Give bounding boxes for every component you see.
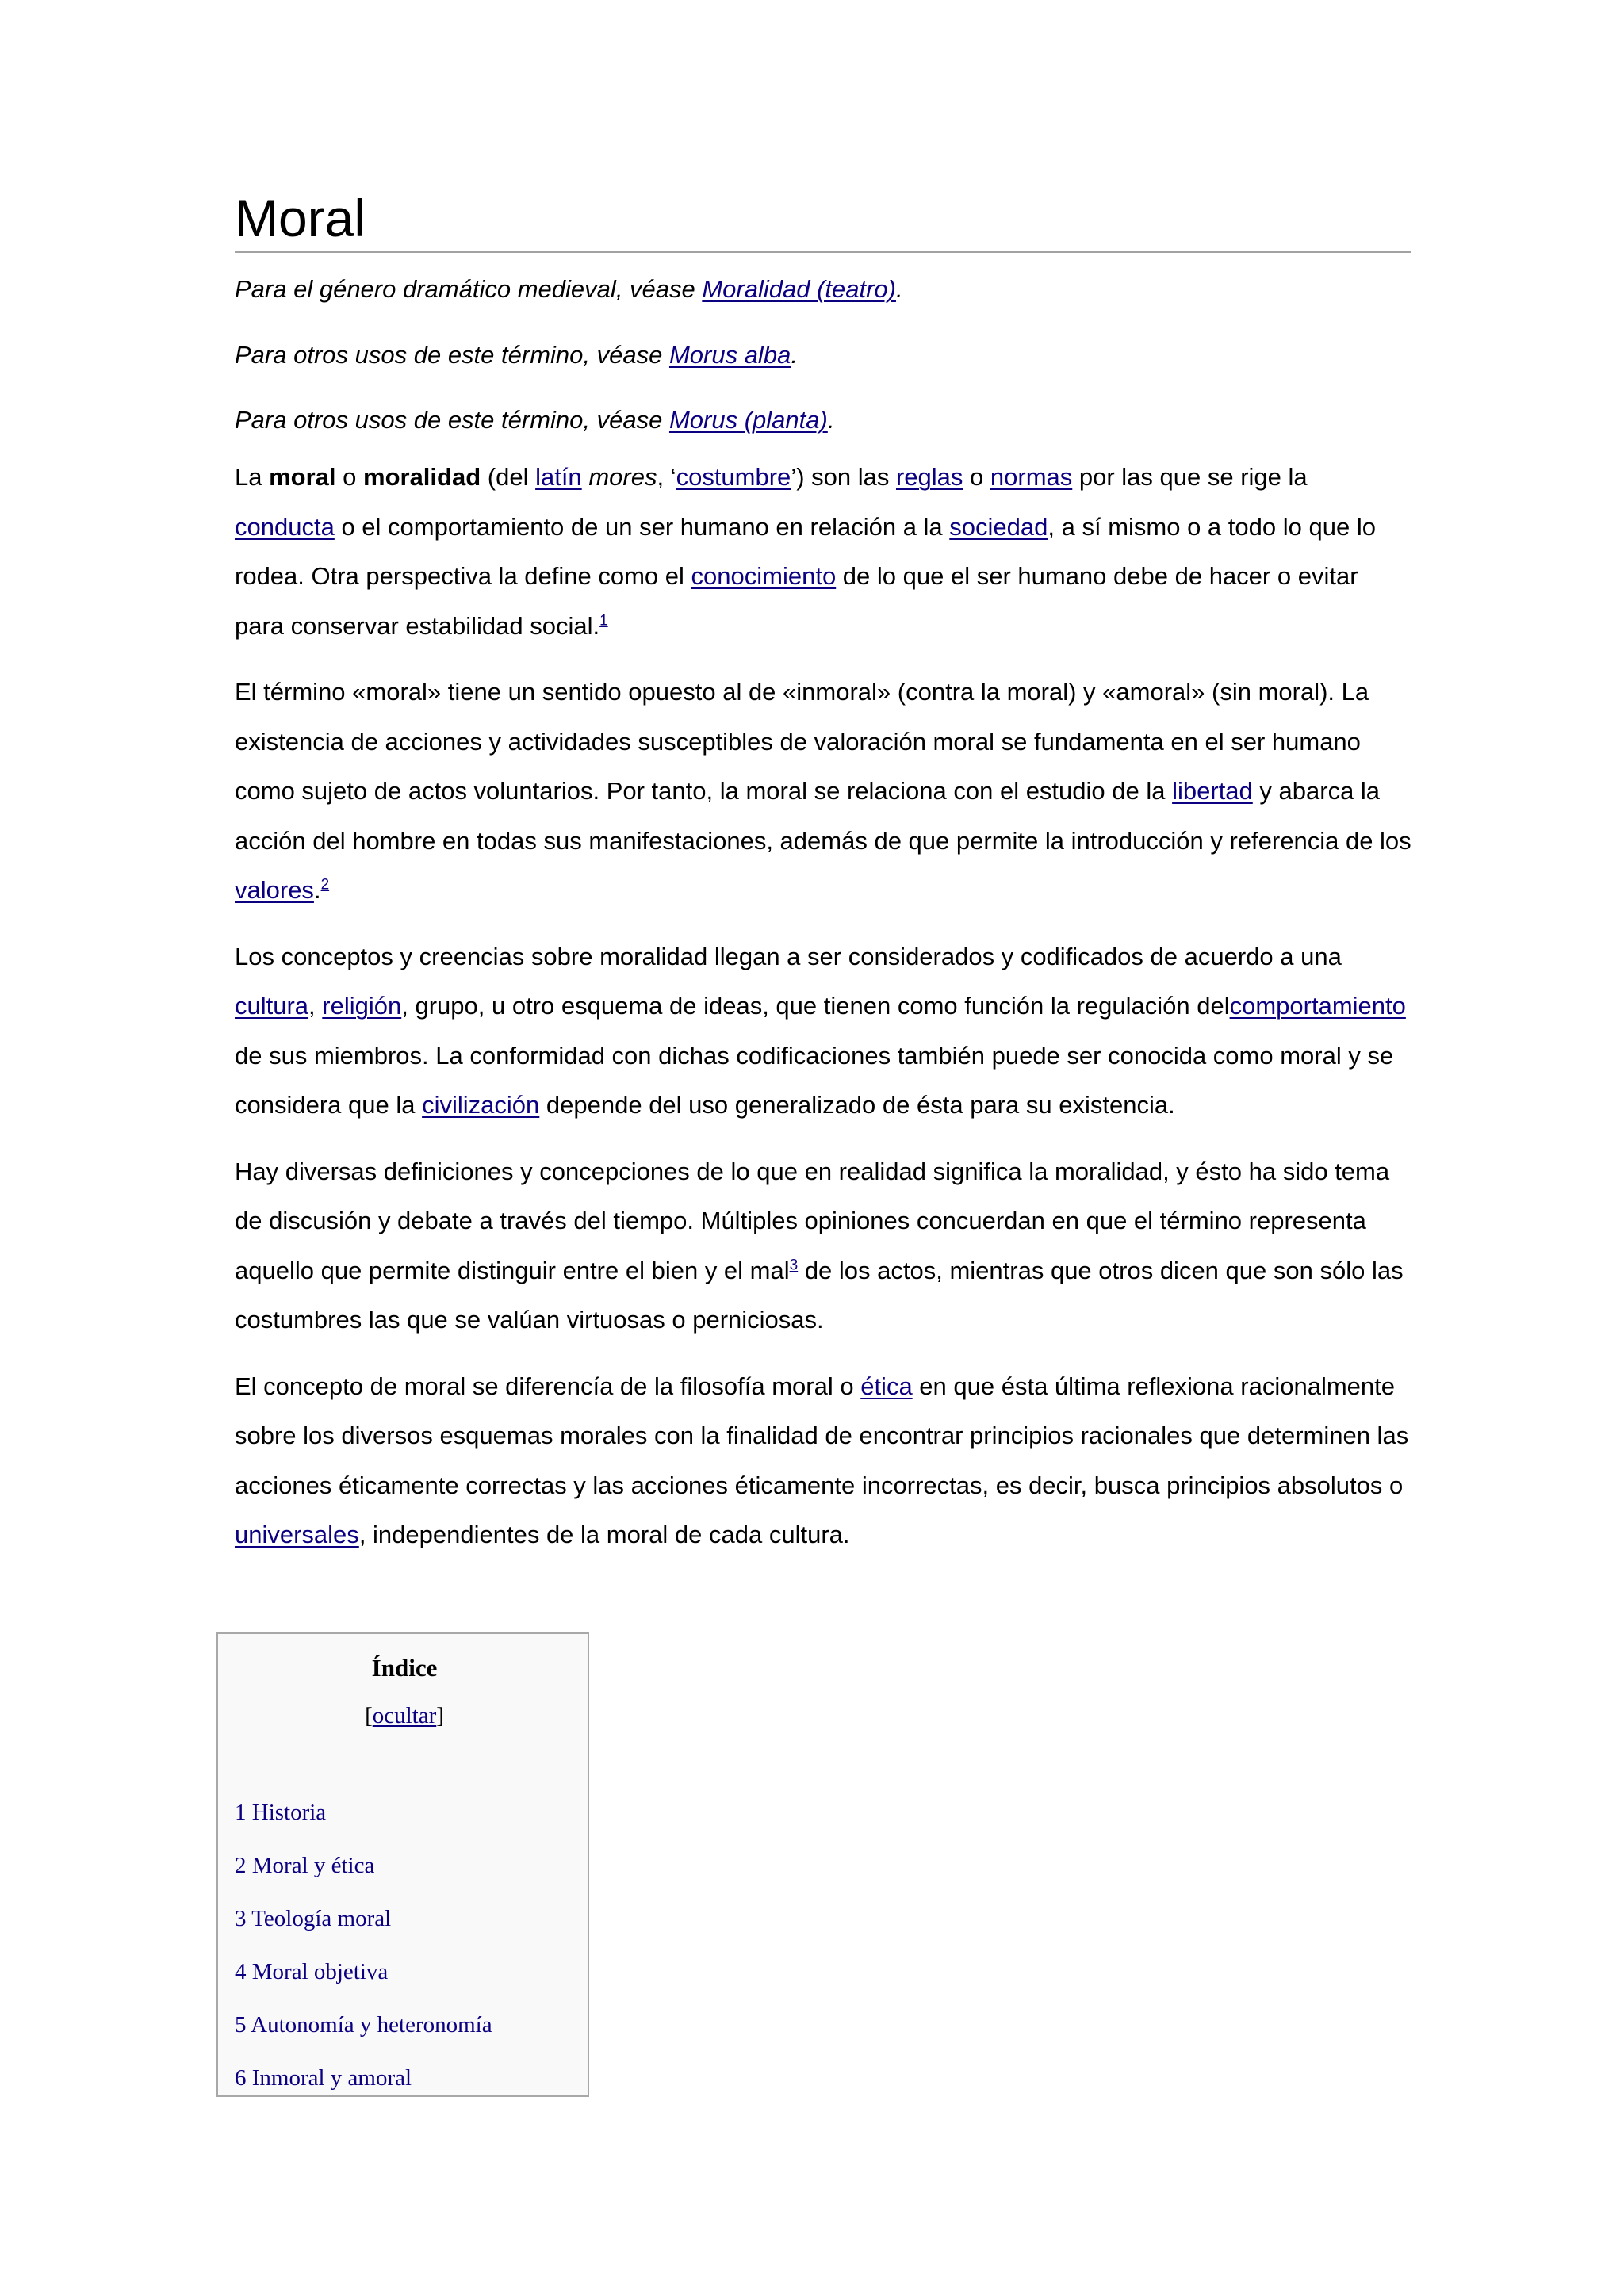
toc-item-historia[interactable]: 1 Historia (235, 1800, 327, 1825)
link-sociedad[interactable]: sociedad (949, 512, 1048, 541)
toc-list (235, 1786, 492, 2105)
reference-2 (321, 877, 330, 894)
italic-term-mores: mores (588, 463, 657, 492)
text: El concepto de moral se diferencía de la filosofía moral o (235, 1372, 861, 1400)
bold-term-moralidad: moralidad (363, 463, 481, 492)
hatnote-morus-planta (235, 403, 1411, 437)
article (235, 187, 1411, 1560)
text: , grupo, u otro esquema de ideas, que tienen como función la regulación del (401, 992, 1230, 1020)
hatnote-moralidad-teatro (235, 272, 1411, 306)
link-cultura[interactable]: cultura (235, 992, 309, 1020)
link-conocimiento[interactable]: conocimiento (691, 562, 837, 591)
hatnote-text: Para el género dramático medieval, véase (235, 275, 703, 304)
hatnote-text: Para otros usos de este término, véase (235, 340, 669, 369)
text: o (335, 463, 363, 492)
link-latin[interactable]: latín (535, 463, 582, 492)
link-normas[interactable]: normas (990, 463, 1073, 492)
hatnote-text: . (827, 405, 835, 434)
link-comportamiento[interactable]: comportamiento (1229, 992, 1406, 1020)
link-civilizacion[interactable]: civilización (422, 1091, 540, 1119)
toc-hide-link[interactable]: ocultar (372, 1703, 437, 1728)
reference-1 (599, 613, 608, 629)
toc-item-autonomia-y-heteronomia[interactable]: 5 Autonomía y heteronomía (235, 2012, 492, 2038)
text: ’) son las (791, 463, 896, 492)
text: (del (481, 463, 536, 492)
link-etica[interactable]: ética (860, 1372, 913, 1400)
text: El término «moral» tiene un sentido opuesto al de «inmoral» (contra la moral) y «amoral» (sin moral). La existencia de acciones y actividades susceptibles de valoración moral se fundamenta en el ser humano como sujeto de actos voluntarios. Por tanto, la moral se relaciona con el estudio de la (235, 678, 1369, 806)
toc-bracket-open: [ (365, 1703, 373, 1728)
link-religion[interactable]: religión (322, 992, 402, 1020)
text: , a sí mismo o a todo lo que lo rodea. Otra perspectiva la define como el (235, 512, 1376, 591)
link-costumbre[interactable]: costumbre (676, 463, 791, 492)
toc-item-inmoral-y-amoral[interactable]: 6 Inmoral y amoral (235, 2065, 412, 2091)
link-universales[interactable]: universales (235, 1521, 359, 1549)
text: Hay diversas definiciones y concepciones de lo que en realidad significa la moralidad, y ésto ha sido tema de discusión y debate a través del tiempo. Múltiples opiniones concuerdan en que el término representa aquello que permite distinguir entre el bien y el mal (235, 1157, 1390, 1284)
toc-title: Índice (371, 1654, 438, 1682)
text: y abarca la acción del hombre en todas sus manifestaciones, además de que permite la introducción y referencia de los (235, 777, 1411, 855)
paragraph-definition (235, 453, 1411, 651)
toc-toggle (218, 1702, 591, 1730)
link-morus-planta[interactable]: Morus (planta) (668, 405, 828, 434)
table-of-contents (216, 1632, 589, 2097)
hatnote-text: . (791, 340, 798, 369)
text: Los conceptos y creencias sobre moralidad llegan a ser considerados y codificados de acuerdo a una (235, 942, 1342, 970)
link-reglas[interactable]: reglas (895, 463, 963, 492)
link-morus-alba[interactable]: Morus alba (668, 340, 791, 369)
text: , independientes de la moral de cada cultura. (358, 1521, 850, 1549)
text: . (313, 876, 321, 905)
text: en que ésta última reflexiona racionalmente sobre los diversos esquemas morales con la finalidad de encontrar principios racionales que determinen las acciones éticamente correctas y las acciones éticamente incorrectas, es decir, busca principios absolutos o (235, 1372, 1409, 1499)
text: de lo que el ser humano debe de hacer o evitar para conservar estabilidad social. (235, 562, 1358, 640)
hatnote-text: . (895, 275, 903, 304)
reference-link-3[interactable]: 3 (789, 1257, 799, 1274)
paragraph-concepts (235, 932, 1411, 1131)
paragraph-definitions (235, 1147, 1411, 1345)
text: de los actos, mientras que otros dicen que son sólo las costumbres las que se valúan virtuosas o perniciosas. (235, 1256, 1404, 1334)
paragraph-term-moral (235, 668, 1411, 916)
hatnote-morus-alba (235, 338, 1411, 372)
text: por las que se rige la (1072, 463, 1308, 492)
text: o el comportamiento de un ser humano en relación a la (334, 512, 950, 541)
hatnote-text: Para otros usos de este término, véase (235, 405, 669, 434)
paragraph-ethics (235, 1362, 1411, 1560)
toc-item-moral-objetiva[interactable]: 4 Moral objetiva (235, 1959, 389, 1984)
text: depende del uso generalizado de ésta para su existencia. (539, 1091, 1175, 1119)
text: , ‘ (657, 463, 676, 492)
link-conducta[interactable]: conducta (235, 512, 335, 541)
text: La (235, 463, 270, 492)
text: o (963, 463, 990, 492)
page-title: Moral (235, 187, 1411, 253)
toc-item-moral-y-etica[interactable]: 2 Moral y ética (235, 1853, 375, 1878)
text: de sus miembros. La conformidad con dichas codificaciones también puede ser conocida como moral y se considera que la (235, 1041, 1394, 1119)
link-valores[interactable]: valores (235, 876, 314, 905)
toc-item-teologia-moral[interactable]: 3 Teología moral (235, 1906, 392, 1931)
reference-3 (790, 1257, 799, 1274)
link-libertad[interactable]: libertad (1172, 777, 1253, 806)
link-moralidad-teatro[interactable]: Moralidad (teatro) (702, 275, 896, 304)
bold-term-moral: moral (269, 463, 336, 492)
toc-bracket-close: ] (436, 1703, 444, 1728)
reference-link-1[interactable]: 1 (599, 612, 608, 629)
reference-link-2[interactable]: 2 (320, 877, 330, 894)
text: , (308, 992, 323, 1020)
